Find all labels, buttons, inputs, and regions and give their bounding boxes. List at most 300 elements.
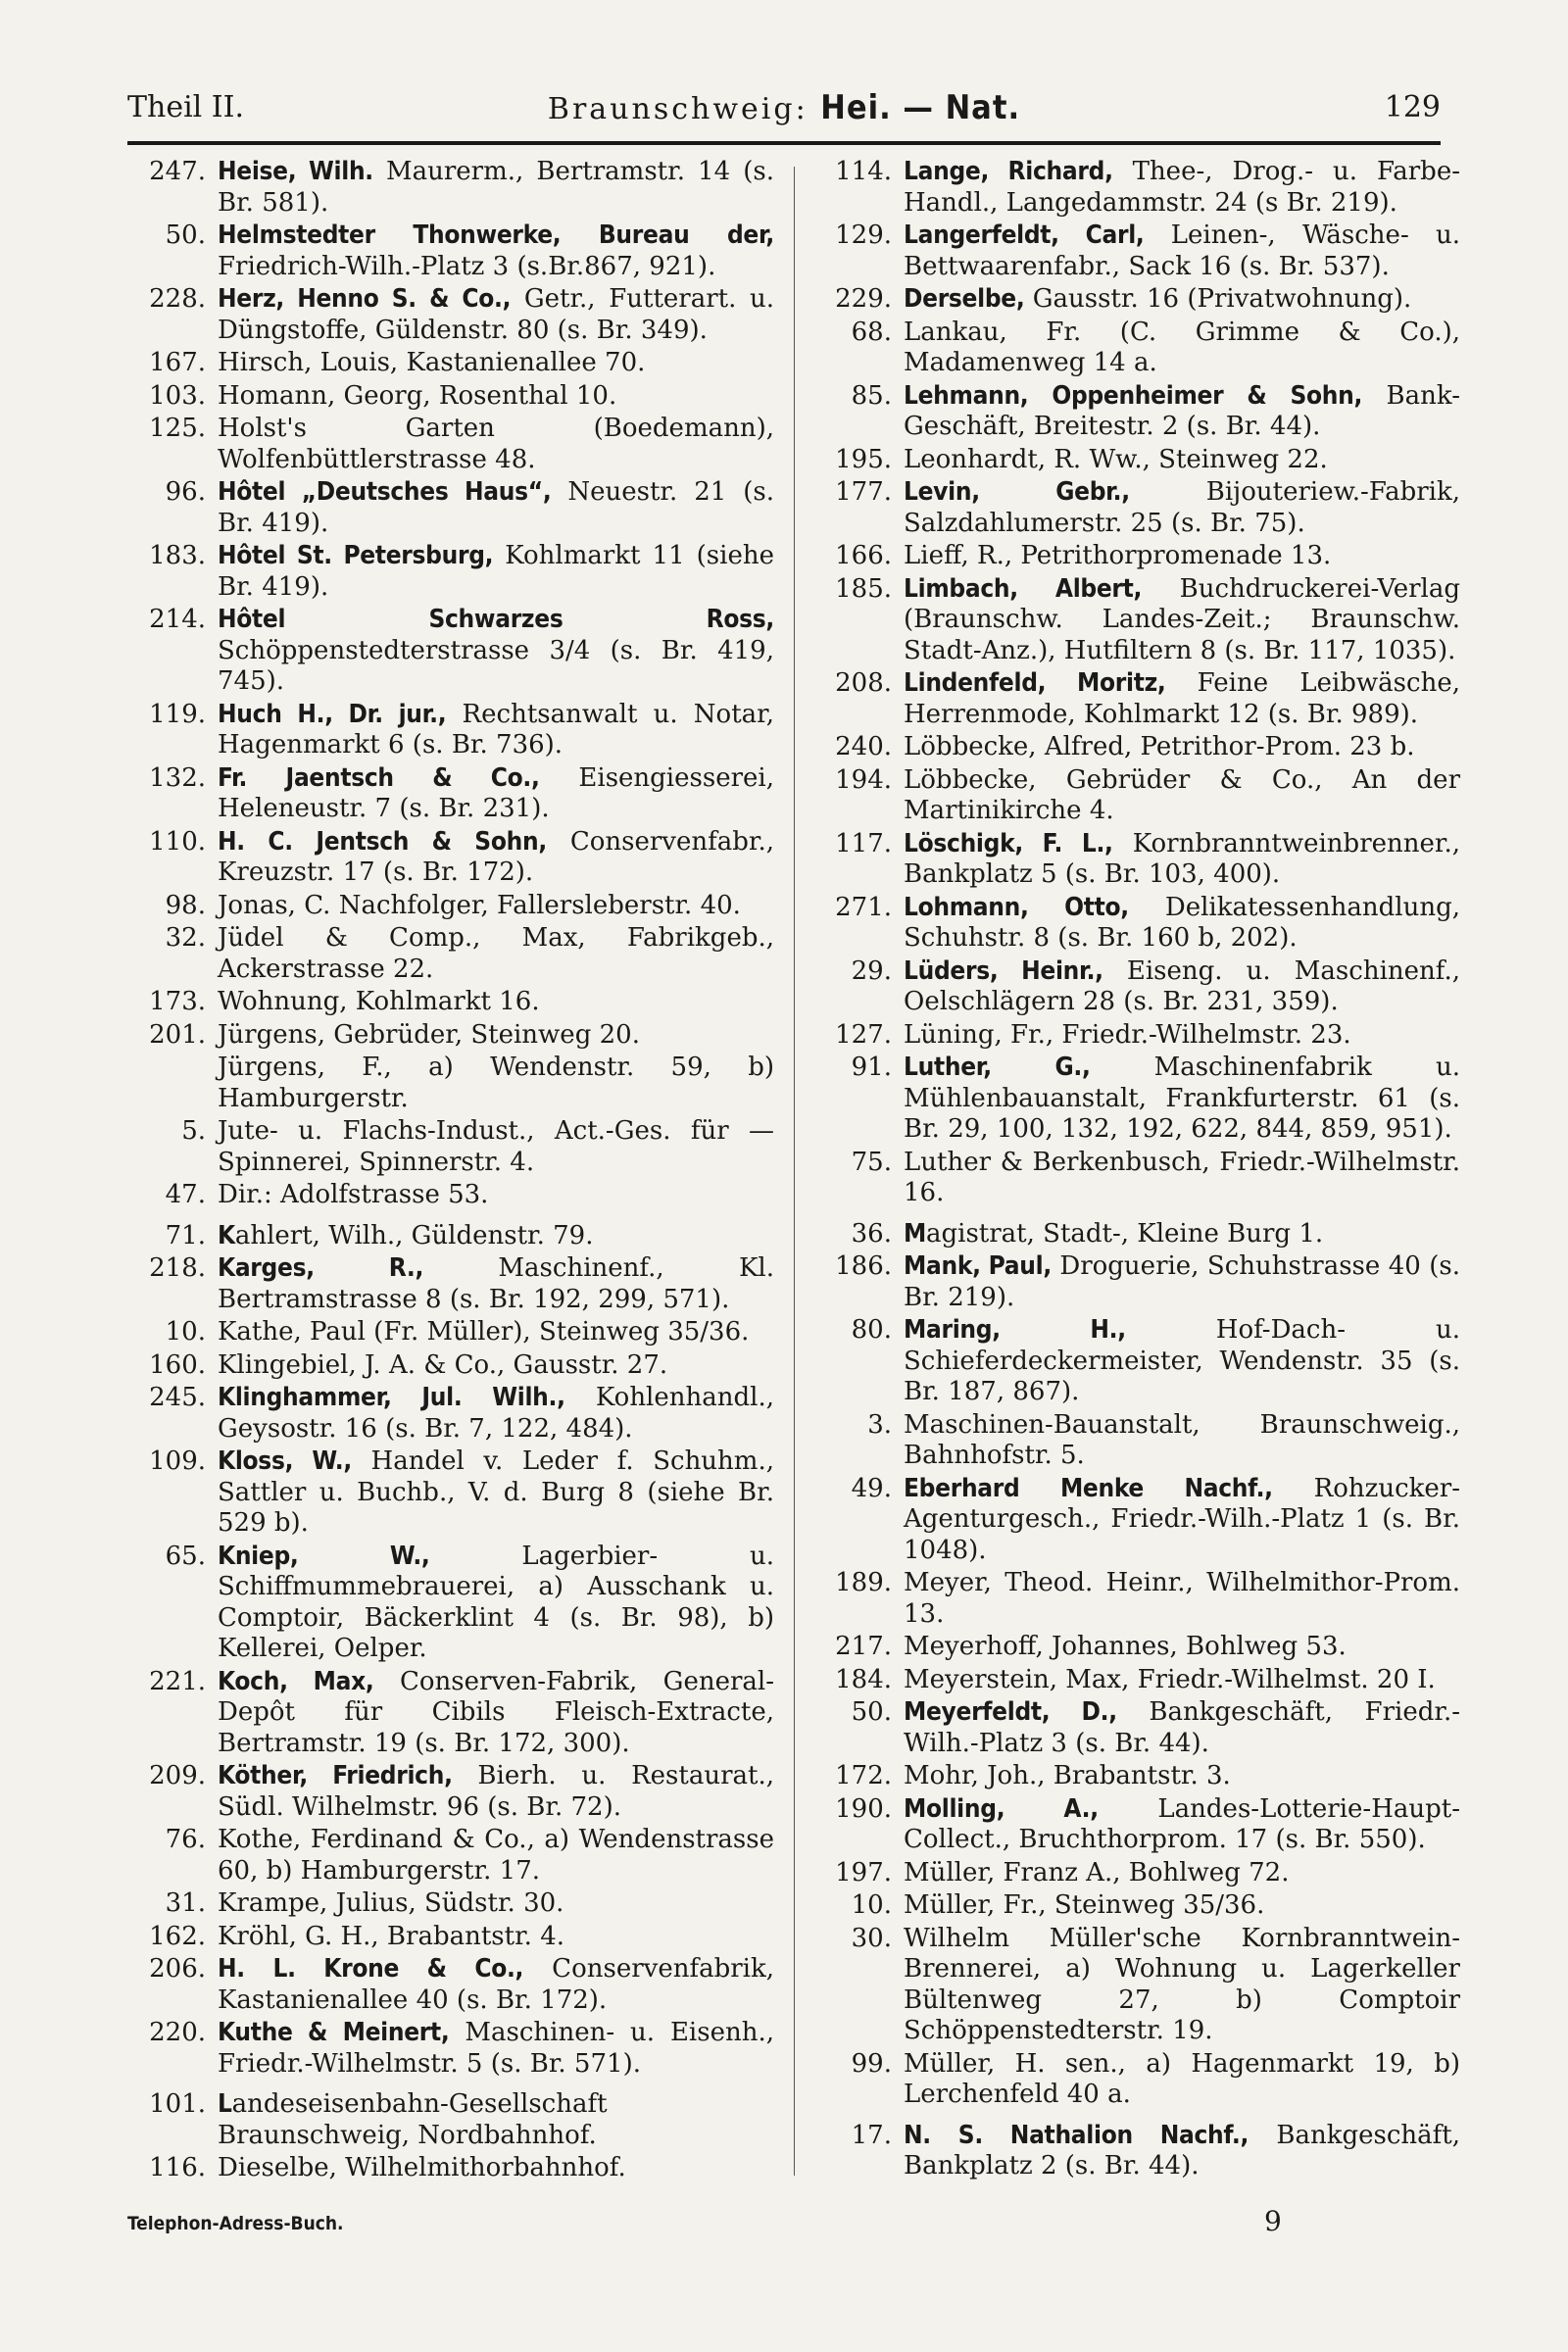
entry-name: H. L. Krone & Co., bbox=[218, 1954, 524, 1984]
entry-text bbox=[218, 381, 774, 413]
entry-text bbox=[218, 1761, 774, 1823]
directory-entry bbox=[813, 765, 1460, 827]
entry-name: Lohmann, Otto, bbox=[904, 892, 1129, 922]
entry-details: andeseisenbahn-Gesellschaft Braunschweig, Nordbahnhof. bbox=[218, 2089, 608, 2150]
entry-details: Maschinen-Bauanstalt, Braunschweig., Bahnhofstr. 5. bbox=[904, 1409, 1460, 1470]
directory-entry bbox=[127, 987, 774, 1018]
entry-number: 220. bbox=[149, 2018, 206, 2047]
entry-details: Dir.: Adolfstrasse 53. bbox=[218, 1180, 489, 1209]
entry-number: 119. bbox=[149, 699, 206, 729]
entry-text bbox=[904, 1794, 1460, 1856]
directory-entry bbox=[813, 1794, 1460, 1856]
entry-number: 195. bbox=[835, 444, 892, 474]
entry-details: Jonas, C. Nachfolger, Fallersleberstr. 40. bbox=[218, 890, 741, 920]
entry-number: 91. bbox=[851, 1053, 892, 1082]
entry-text bbox=[218, 1253, 774, 1315]
directory-entry bbox=[813, 2121, 1460, 2182]
entry-number: 96. bbox=[165, 477, 206, 507]
entry-number: 240. bbox=[835, 732, 892, 761]
column-divider bbox=[794, 167, 795, 2176]
entry-name: Lindenfeld, Moritz, bbox=[904, 668, 1166, 698]
entry-number: 127. bbox=[835, 1019, 892, 1050]
entry-details: Kohlenhandl., Geysostr. 16 (s. Br. 7, 122, 484). bbox=[218, 1383, 774, 1444]
entry-details: Leonhardt, R. Ww., Steinweg 22. bbox=[904, 444, 1328, 474]
entry-number: 116. bbox=[149, 2153, 206, 2182]
directory-entry bbox=[127, 1253, 774, 1315]
entry-name: Luther, G., bbox=[904, 1053, 1091, 1082]
entry-text bbox=[904, 1761, 1460, 1792]
entry-text bbox=[218, 1922, 774, 1953]
entry-name: M bbox=[904, 1218, 926, 1249]
entry-text bbox=[904, 956, 1460, 1018]
directory-entry bbox=[813, 381, 1460, 443]
directory-entry bbox=[813, 1053, 1460, 1146]
entry-text bbox=[218, 157, 774, 219]
entry-text bbox=[218, 700, 774, 761]
entry-number: 5. bbox=[181, 1116, 206, 1146]
entry-details: Lankau, Fr. (C. Grimme & Co.), Madamenweg 14 a. bbox=[904, 317, 1460, 377]
entry-number: 49. bbox=[851, 1473, 892, 1503]
entry-number: 71. bbox=[165, 1220, 206, 1250]
entry-text bbox=[218, 1667, 774, 1760]
directory-entry bbox=[127, 1317, 774, 1348]
directory-entry bbox=[127, 381, 774, 413]
entry-text bbox=[218, 1053, 774, 1114]
directory-entry bbox=[813, 1858, 1460, 1889]
entry-name: Helmstedter Thonwerke, Bureau der, bbox=[218, 220, 774, 250]
directory-entry bbox=[127, 1053, 774, 1114]
directory-entry bbox=[127, 157, 774, 219]
directory-entry bbox=[127, 1542, 774, 1665]
directory-entry bbox=[813, 668, 1460, 730]
entry-text bbox=[904, 284, 1460, 316]
entry-number: 3. bbox=[867, 1409, 892, 1440]
directory-page bbox=[127, 86, 1461, 2301]
entry-name: Eberhard Menke Nachf., bbox=[904, 1473, 1273, 1503]
entry-text bbox=[218, 1542, 774, 1665]
directory-entry bbox=[127, 1350, 774, 1382]
entry-number: 247. bbox=[149, 157, 206, 186]
entry-details: Rechtsanwalt u. Notar, Hagenmarkt 6 (s. Br. 736). bbox=[218, 699, 774, 760]
entry-number: 201. bbox=[149, 1019, 206, 1050]
entry-details: Jüdel & Comp., Max, Fabrikgeb., Ackerstrasse 22. bbox=[218, 923, 774, 984]
entry-details: Klingebiel, J. A. & Co., Gausstr. 27. bbox=[218, 1349, 668, 1380]
entry-details: Kothe, Ferdinand & Co., a) Wendenstrasse 60, b) Hamburgerstr. 17. bbox=[218, 1825, 774, 1886]
entry-number: 162. bbox=[149, 1921, 206, 1951]
entry-number: 197. bbox=[835, 1857, 892, 1887]
entry-number: 166. bbox=[835, 541, 892, 570]
entry-number: 185. bbox=[835, 573, 892, 604]
entry-number: 206. bbox=[149, 1954, 206, 1984]
directory-entry bbox=[127, 1922, 774, 1953]
entry-details: Eiseng. u. Maschinenf., Oelschlägern 28 (s. Br. 231, 359). bbox=[904, 956, 1460, 1016]
entry-details: Lüning, Fr., Friedr.-Wilhelmstr. 23. bbox=[904, 1019, 1351, 1050]
directory-entry bbox=[127, 477, 774, 539]
entry-text bbox=[218, 284, 774, 346]
directory-entry bbox=[813, 445, 1460, 476]
entry-number: 228. bbox=[149, 284, 206, 314]
directory-entry bbox=[127, 1116, 774, 1178]
right-column bbox=[813, 157, 1460, 2184]
entry-number: 184. bbox=[835, 1664, 892, 1694]
entry-text bbox=[218, 1383, 774, 1445]
entry-text bbox=[218, 827, 774, 889]
entry-details: Bierh. u. Restaurat., Südl. Wilhelmstr. 96 (s. Br. 72). bbox=[218, 1761, 774, 1822]
entry-name: Lehmann, Oppenheimer & Sohn, bbox=[904, 380, 1363, 411]
directory-entry bbox=[127, 1221, 774, 1252]
entry-details: Müller, Franz A., Bohlweg 72. bbox=[904, 1857, 1290, 1887]
directory-entry bbox=[813, 284, 1460, 316]
entry-number bbox=[127, 1053, 218, 1114]
entry-text bbox=[218, 1020, 774, 1052]
entry-text bbox=[218, 220, 774, 282]
entry-name: Langerfeldt, Carl, bbox=[904, 220, 1145, 250]
directory-entry bbox=[127, 605, 774, 698]
entry-number: 217. bbox=[835, 1632, 892, 1661]
entry-name: Löschigk, F. L., bbox=[904, 828, 1113, 858]
entry-name: Kuthe & Meinert, bbox=[218, 2018, 450, 2047]
entry-details: Müller, Fr., Steinweg 35/36. bbox=[904, 1890, 1265, 1920]
entry-name: Kloss, W., bbox=[218, 1446, 352, 1476]
header-rule bbox=[127, 141, 1441, 145]
entry-details: Kohlmarkt 11 (siehe Br. 419). bbox=[218, 541, 774, 602]
entry-details: Homann, Georg, Rosenthal 10. bbox=[218, 380, 617, 411]
entry-details: Löbbecke, Gebrüder & Co., An der Martinikirche 4. bbox=[904, 764, 1460, 825]
entry-number: 214. bbox=[149, 605, 206, 634]
entry-details: Eisengiesserei, Heleneustr. 7 (s. Br. 231). bbox=[218, 762, 774, 823]
entry-number: 229. bbox=[835, 284, 892, 314]
directory-entry bbox=[813, 1219, 1460, 1250]
entry-name: H. C. Jentsch & Sohn, bbox=[218, 826, 547, 857]
directory-entry bbox=[127, 923, 774, 985]
directory-entry bbox=[813, 318, 1460, 379]
entry-details: Bankgeschäft, Bankplatz 2 (s. Br. 44). bbox=[904, 2120, 1461, 2180]
entry-number: 167. bbox=[149, 348, 206, 377]
entry-details: Meyerstein, Max, Friedr.-Wilhelmst. 20 I. bbox=[904, 1664, 1436, 1694]
directory-entry bbox=[127, 1180, 774, 1211]
entry-text bbox=[218, 987, 774, 1018]
entry-number: 218. bbox=[149, 1253, 206, 1283]
entry-text bbox=[218, 541, 774, 603]
entry-name: Kniep, W., bbox=[218, 1541, 430, 1571]
entry-name: Hôtel „Deutsches Haus“, bbox=[218, 477, 552, 507]
entry-number: 98. bbox=[165, 890, 206, 920]
directory-entry bbox=[813, 1410, 1460, 1472]
entry-text bbox=[904, 2049, 1460, 2111]
entry-details: Wilhelm Müller'sche Kornbranntwein-Brennerei, a) Wohnung u. Lagerkeller Bültenweg 27, b) Comptoir Schöppenstedterstr. 19. bbox=[904, 1923, 1460, 2045]
entry-details: Buchdruckerei-Verlag (Braunschw. Landes-Zeit.; Braunschw. Stadt-Anz.), Hutfiltern 8 (s. Br. 117, 1035). bbox=[904, 573, 1460, 665]
entry-number: 173. bbox=[149, 987, 206, 1016]
entry-details: Landes-Lotterie-Haupt-Collect., Bruchthorprom. 17 (s. Br. 550). bbox=[904, 1793, 1460, 1854]
entry-details: Leinen-, Wäsche- u. Bettwaarenfabr., Sack 16 (s. Br. 537). bbox=[904, 220, 1461, 281]
entry-details: Handel v. Leder f. Schuhm., Sattler u. Buchb., V. d. Burg 8 (siehe Br. 529 b). bbox=[218, 1446, 774, 1538]
directory-entry bbox=[127, 348, 774, 379]
entry-name: Derselbe, bbox=[904, 284, 1025, 314]
entry-details: Maschinenfabrik u. Mühlenbauanstalt, Frankfurterstr. 61 (s. Br. 29, 100, 132, 192, 622, 844, 859, 951). bbox=[904, 1053, 1460, 1144]
directory-entry bbox=[813, 893, 1460, 955]
entry-details: Conserven-Fabrik, General-Depôt für Cibils Fleisch-Extracte, Bertramstr. 19 (s. Br. 172, 300). bbox=[218, 1666, 774, 1758]
entry-number: 190. bbox=[835, 1793, 892, 1824]
entry-details: Kröhl, G. H., Brabantstr. 4. bbox=[218, 1921, 565, 1951]
entry-name: K bbox=[218, 1220, 235, 1250]
entry-name: Lange, Richard, bbox=[904, 157, 1113, 186]
entry-number: 101. bbox=[149, 2089, 206, 2119]
entry-details: Gausstr. 16 (Privatwohnung). bbox=[1024, 284, 1412, 314]
directory-entry bbox=[813, 1020, 1460, 1052]
entry-details: Schöppenstedterstrasse 3/4 (s. Br. 419, 745). bbox=[218, 635, 774, 696]
entry-text bbox=[904, 157, 1460, 219]
signature-mark: 9 bbox=[1264, 2205, 1282, 2237]
entry-text bbox=[904, 318, 1460, 379]
entry-text bbox=[904, 445, 1460, 476]
entry-text bbox=[904, 1697, 1460, 1759]
directory-entry bbox=[813, 956, 1460, 1018]
entry-name: N. S. Nathalion Nachf., bbox=[904, 2120, 1250, 2150]
entry-name: Limbach, Albert, bbox=[904, 573, 1143, 604]
entry-text bbox=[904, 541, 1460, 572]
entry-number: 172. bbox=[835, 1761, 892, 1790]
entry-name: Hôtel Schwarzes Ross, bbox=[218, 605, 774, 634]
entry-number: 47. bbox=[165, 1180, 206, 1209]
entry-text bbox=[904, 1251, 1460, 1313]
entry-number: 125. bbox=[149, 414, 206, 443]
entry-details: Getr., Futterart. u. Düngstoffe, Güldenstr. 80 (s. Br. 349). bbox=[218, 284, 774, 345]
footer bbox=[127, 2205, 1441, 2252]
entry-number: 132. bbox=[149, 762, 206, 793]
entry-details: Neuestr. 21 (s. Br. 419). bbox=[218, 477, 775, 538]
entry-number: 32. bbox=[165, 923, 206, 953]
entry-text bbox=[904, 893, 1460, 955]
entry-text bbox=[218, 1954, 774, 2016]
entry-text bbox=[904, 574, 1460, 667]
entry-number: 208. bbox=[835, 668, 892, 698]
entry-number: 36. bbox=[851, 1218, 892, 1249]
entry-details: Friedrich-Wilh.-Platz 3 (s.Br.867, 921). bbox=[218, 251, 716, 281]
entry-number: 109. bbox=[149, 1446, 206, 1476]
entry-text bbox=[218, 2153, 774, 2184]
entry-number: 50. bbox=[165, 220, 206, 250]
directory-entry bbox=[813, 1568, 1460, 1630]
entry-name: Heise, Wilh. bbox=[218, 157, 373, 186]
directory-entry bbox=[127, 220, 774, 282]
entry-text bbox=[904, 220, 1460, 282]
entry-text bbox=[218, 1317, 774, 1348]
entry-details: Delikatessenhandlung, Schuhstr. 8 (s. Br. 160 b, 202). bbox=[904, 892, 1460, 953]
entry-number: 129. bbox=[835, 220, 892, 250]
directory-entry bbox=[127, 1383, 774, 1445]
directory-entry bbox=[127, 2153, 774, 2184]
entry-text bbox=[904, 381, 1460, 443]
entry-details: Maschinen- u. Eisenh., Friedr.-Wilhelmstr. 5 (s. Br. 571). bbox=[218, 2018, 774, 2079]
entry-text bbox=[904, 1890, 1460, 1922]
entry-text bbox=[904, 829, 1460, 891]
directory-entry bbox=[127, 1888, 774, 1920]
entry-details: Bankgeschäft, Friedr.-Wilh.-Platz 3 (s. Br. 44). bbox=[904, 1697, 1460, 1758]
directory-entry bbox=[813, 1924, 1460, 2047]
entry-details: Müller, H. sen., a) Hagenmarkt 19, b) Lerchenfeld 40 a. bbox=[904, 2048, 1460, 2109]
entry-details: Luther & Berkenbusch, Friedr.-Wilhelmstr. 16. bbox=[904, 1147, 1460, 1207]
directory-entry bbox=[813, 1890, 1460, 1922]
entry-text bbox=[904, 1924, 1460, 2047]
directory-entry bbox=[127, 1446, 774, 1540]
directory-entry bbox=[813, 1632, 1460, 1663]
directory-entry bbox=[127, 827, 774, 889]
entry-details: Hof-Dach- u. Schieferdeckermeister, Wendenstr. 35 (s. Br. 187, 867). bbox=[904, 1315, 1460, 1406]
entry-text bbox=[904, 1665, 1460, 1696]
entry-number: 10. bbox=[165, 1317, 206, 1347]
directory-entry bbox=[127, 1761, 774, 1823]
entry-name: Herz, Henno S. & Co., bbox=[218, 284, 512, 314]
entry-details: Jürgens, Gebrüder, Steinweg 20. bbox=[218, 1019, 640, 1050]
entry-text bbox=[218, 1221, 774, 1252]
running-head bbox=[127, 86, 1441, 129]
entry-details: Maschinenf., Kl. Bertramstrasse 8 (s. Br. 192, 299, 571). bbox=[218, 1253, 774, 1314]
entry-number: 245. bbox=[149, 1383, 206, 1412]
entry-text bbox=[218, 2089, 774, 2151]
directory-entry bbox=[127, 763, 774, 825]
directory-entry bbox=[127, 1825, 774, 1886]
entry-text bbox=[218, 414, 774, 475]
entry-details: Conservenfabrik, Kastanienallee 40 (s. Br. 172). bbox=[218, 1954, 774, 2015]
entry-text bbox=[218, 1825, 774, 1886]
entry-name: Meyerfeldt, D., bbox=[904, 1697, 1117, 1727]
entry-name: Molling, A., bbox=[904, 1793, 1099, 1824]
entry-name: Lüders, Heinr., bbox=[904, 956, 1103, 986]
directory-entry bbox=[813, 1665, 1460, 1696]
entry-number: 17. bbox=[851, 2120, 892, 2150]
entry-text bbox=[218, 763, 774, 825]
entry-details: Meyer, Theod. Heinr., Wilhelmithor-Prom. 13. bbox=[904, 1568, 1460, 1629]
entry-details: Rohzucker-Agenturgesch., Friedr.-Wilh.-Platz 1 (s. Br. 1048). bbox=[904, 1473, 1460, 1565]
entry-name: Maring, H., bbox=[904, 1315, 1126, 1345]
entry-details: Feine Leibwäsche, Herrenmode, Kohlmarkt 12 (s. Br. 989). bbox=[904, 668, 1460, 729]
entry-number: 80. bbox=[851, 1315, 892, 1345]
entry-details: Holst's Garten (Boedemann), Wolfenbüttlerstrasse 48. bbox=[218, 414, 774, 474]
entry-number: 221. bbox=[149, 1666, 206, 1696]
entry-details: Krampe, Julius, Südstr. 30. bbox=[218, 1888, 564, 1918]
entry-text bbox=[218, 1116, 774, 1178]
entry-number: 271. bbox=[835, 892, 892, 922]
directory-entry bbox=[813, 477, 1460, 539]
entry-text bbox=[904, 1474, 1460, 1567]
entry-details: Meyerhoff, Johannes, Bohlweg 53. bbox=[904, 1632, 1347, 1661]
entry-number: 194. bbox=[835, 764, 892, 795]
entry-number: 29. bbox=[851, 956, 892, 986]
entry-name: Levin, Gebr., bbox=[904, 477, 1130, 507]
entry-text bbox=[218, 1888, 774, 1920]
entry-text bbox=[904, 668, 1460, 730]
entry-number: 85. bbox=[851, 380, 892, 411]
entry-number: 160. bbox=[149, 1349, 206, 1380]
range-label: Hei. — Nat. bbox=[820, 88, 1021, 127]
entry-number: 76. bbox=[165, 1825, 206, 1854]
entry-number: 110. bbox=[149, 826, 206, 857]
entry-name: Huch H., Dr. jur., bbox=[218, 699, 447, 729]
entry-details: Conservenfabr., Kreuzstr. 17 (s. Br. 172). bbox=[218, 826, 775, 887]
entry-text bbox=[904, 1568, 1460, 1630]
entry-text bbox=[218, 1446, 774, 1540]
directory-entry bbox=[813, 157, 1460, 219]
entry-number: 114. bbox=[835, 157, 892, 186]
entry-details: Bijouteriew.-Fabrik, Salzdahlumerstr. 25 (s. Br. 75). bbox=[904, 477, 1460, 538]
city-label: Braunschweig: bbox=[547, 92, 808, 126]
entry-details: Wohnung, Kohlmarkt 16. bbox=[218, 987, 540, 1016]
entry-text bbox=[904, 765, 1460, 827]
directory-entry bbox=[127, 891, 774, 922]
directory-entry bbox=[813, 220, 1460, 282]
entry-text bbox=[218, 477, 774, 539]
entry-number: 186. bbox=[835, 1251, 892, 1281]
entry-details: Mohr, Joh., Brabantstr. 3. bbox=[904, 1761, 1231, 1790]
entry-text bbox=[904, 1148, 1460, 1209]
entry-text bbox=[904, 1219, 1460, 1250]
entry-number: 30. bbox=[851, 1923, 892, 1953]
directory-entry bbox=[127, 414, 774, 475]
entry-details: Lagerbier- u. Schiffmummebrauerei, a) Ausschank u. Comptoir, Bäckerklint 4 (s. Br. 98), b) Kellerei, Oelper. bbox=[218, 1541, 775, 1663]
entry-details: Maurerm., Bertramstr. 14 (s. Br. 581). bbox=[218, 157, 774, 218]
entry-number: 75. bbox=[851, 1147, 892, 1177]
entry-text bbox=[904, 1020, 1460, 1052]
section-title bbox=[127, 86, 1441, 131]
entry-text bbox=[218, 1350, 774, 1382]
entry-details: Löbbecke, Alfred, Petrithor-Prom. 23 b. bbox=[904, 732, 1415, 761]
entry-text bbox=[904, 2121, 1460, 2182]
directory-entry bbox=[813, 1251, 1460, 1313]
entry-name: Fr. Jaentsch & Co., bbox=[218, 762, 540, 793]
directory-entry bbox=[813, 829, 1460, 891]
entry-number: 183. bbox=[149, 541, 206, 570]
directory-entry bbox=[127, 1020, 774, 1052]
entry-text bbox=[218, 2018, 774, 2080]
entry-text bbox=[218, 923, 774, 985]
entry-text bbox=[904, 1632, 1460, 1663]
entry-details: Bank-Geschäft, Breitestr. 2 (s. Br. 44). bbox=[904, 380, 1460, 441]
entry-details: Hirsch, Louis, Kastanienallee 70. bbox=[218, 348, 646, 377]
directory-entry bbox=[813, 732, 1460, 763]
directory-entry bbox=[813, 574, 1460, 667]
directory-entry bbox=[813, 1148, 1460, 1209]
entry-number: 189. bbox=[835, 1568, 892, 1597]
entry-details: Thee-, Drog.- u. Farbe-Handl., Langedammstr. 24 (s Br. 219). bbox=[904, 157, 1460, 218]
entry-details: Droguerie, Schuhstrasse 40 (s. Br. 219). bbox=[904, 1251, 1460, 1312]
footer-title: Telephon-Adress-Buch. bbox=[127, 2213, 344, 2234]
entry-details: agistrat, Stadt-, Kleine Burg 1. bbox=[925, 1218, 1324, 1249]
directory-entry bbox=[813, 1761, 1460, 1792]
entry-name: Koch, Max, bbox=[218, 1666, 374, 1696]
entry-text bbox=[218, 605, 774, 698]
entry-name: L bbox=[218, 2089, 232, 2119]
left-column bbox=[127, 157, 774, 2186]
entry-details: ahlert, Wilh., Güldenstr. 79. bbox=[234, 1220, 594, 1250]
directory-entry bbox=[127, 541, 774, 603]
directory-entry bbox=[813, 1474, 1460, 1567]
entry-text bbox=[904, 732, 1460, 763]
columns bbox=[127, 157, 1461, 2215]
page-number: 129 bbox=[1384, 90, 1441, 124]
entry-name: Köther, Friedrich, bbox=[218, 1761, 453, 1790]
entry-text bbox=[218, 348, 774, 379]
entry-text bbox=[904, 1315, 1460, 1408]
entry-name: Klinghammer, Jul. Wilh., bbox=[218, 1383, 565, 1412]
entry-text bbox=[904, 1858, 1460, 1889]
entry-name: Mank, Paul, bbox=[904, 1251, 1052, 1281]
directory-entry bbox=[127, 284, 774, 346]
entry-number: 117. bbox=[835, 828, 892, 858]
entry-number: 31. bbox=[165, 1888, 206, 1918]
directory-entry bbox=[813, 1697, 1460, 1759]
entry-number: 177. bbox=[835, 477, 892, 507]
entry-details: Kornbranntweinbrenner., Bankplatz 5 (s. Br. 103, 400). bbox=[904, 828, 1460, 889]
